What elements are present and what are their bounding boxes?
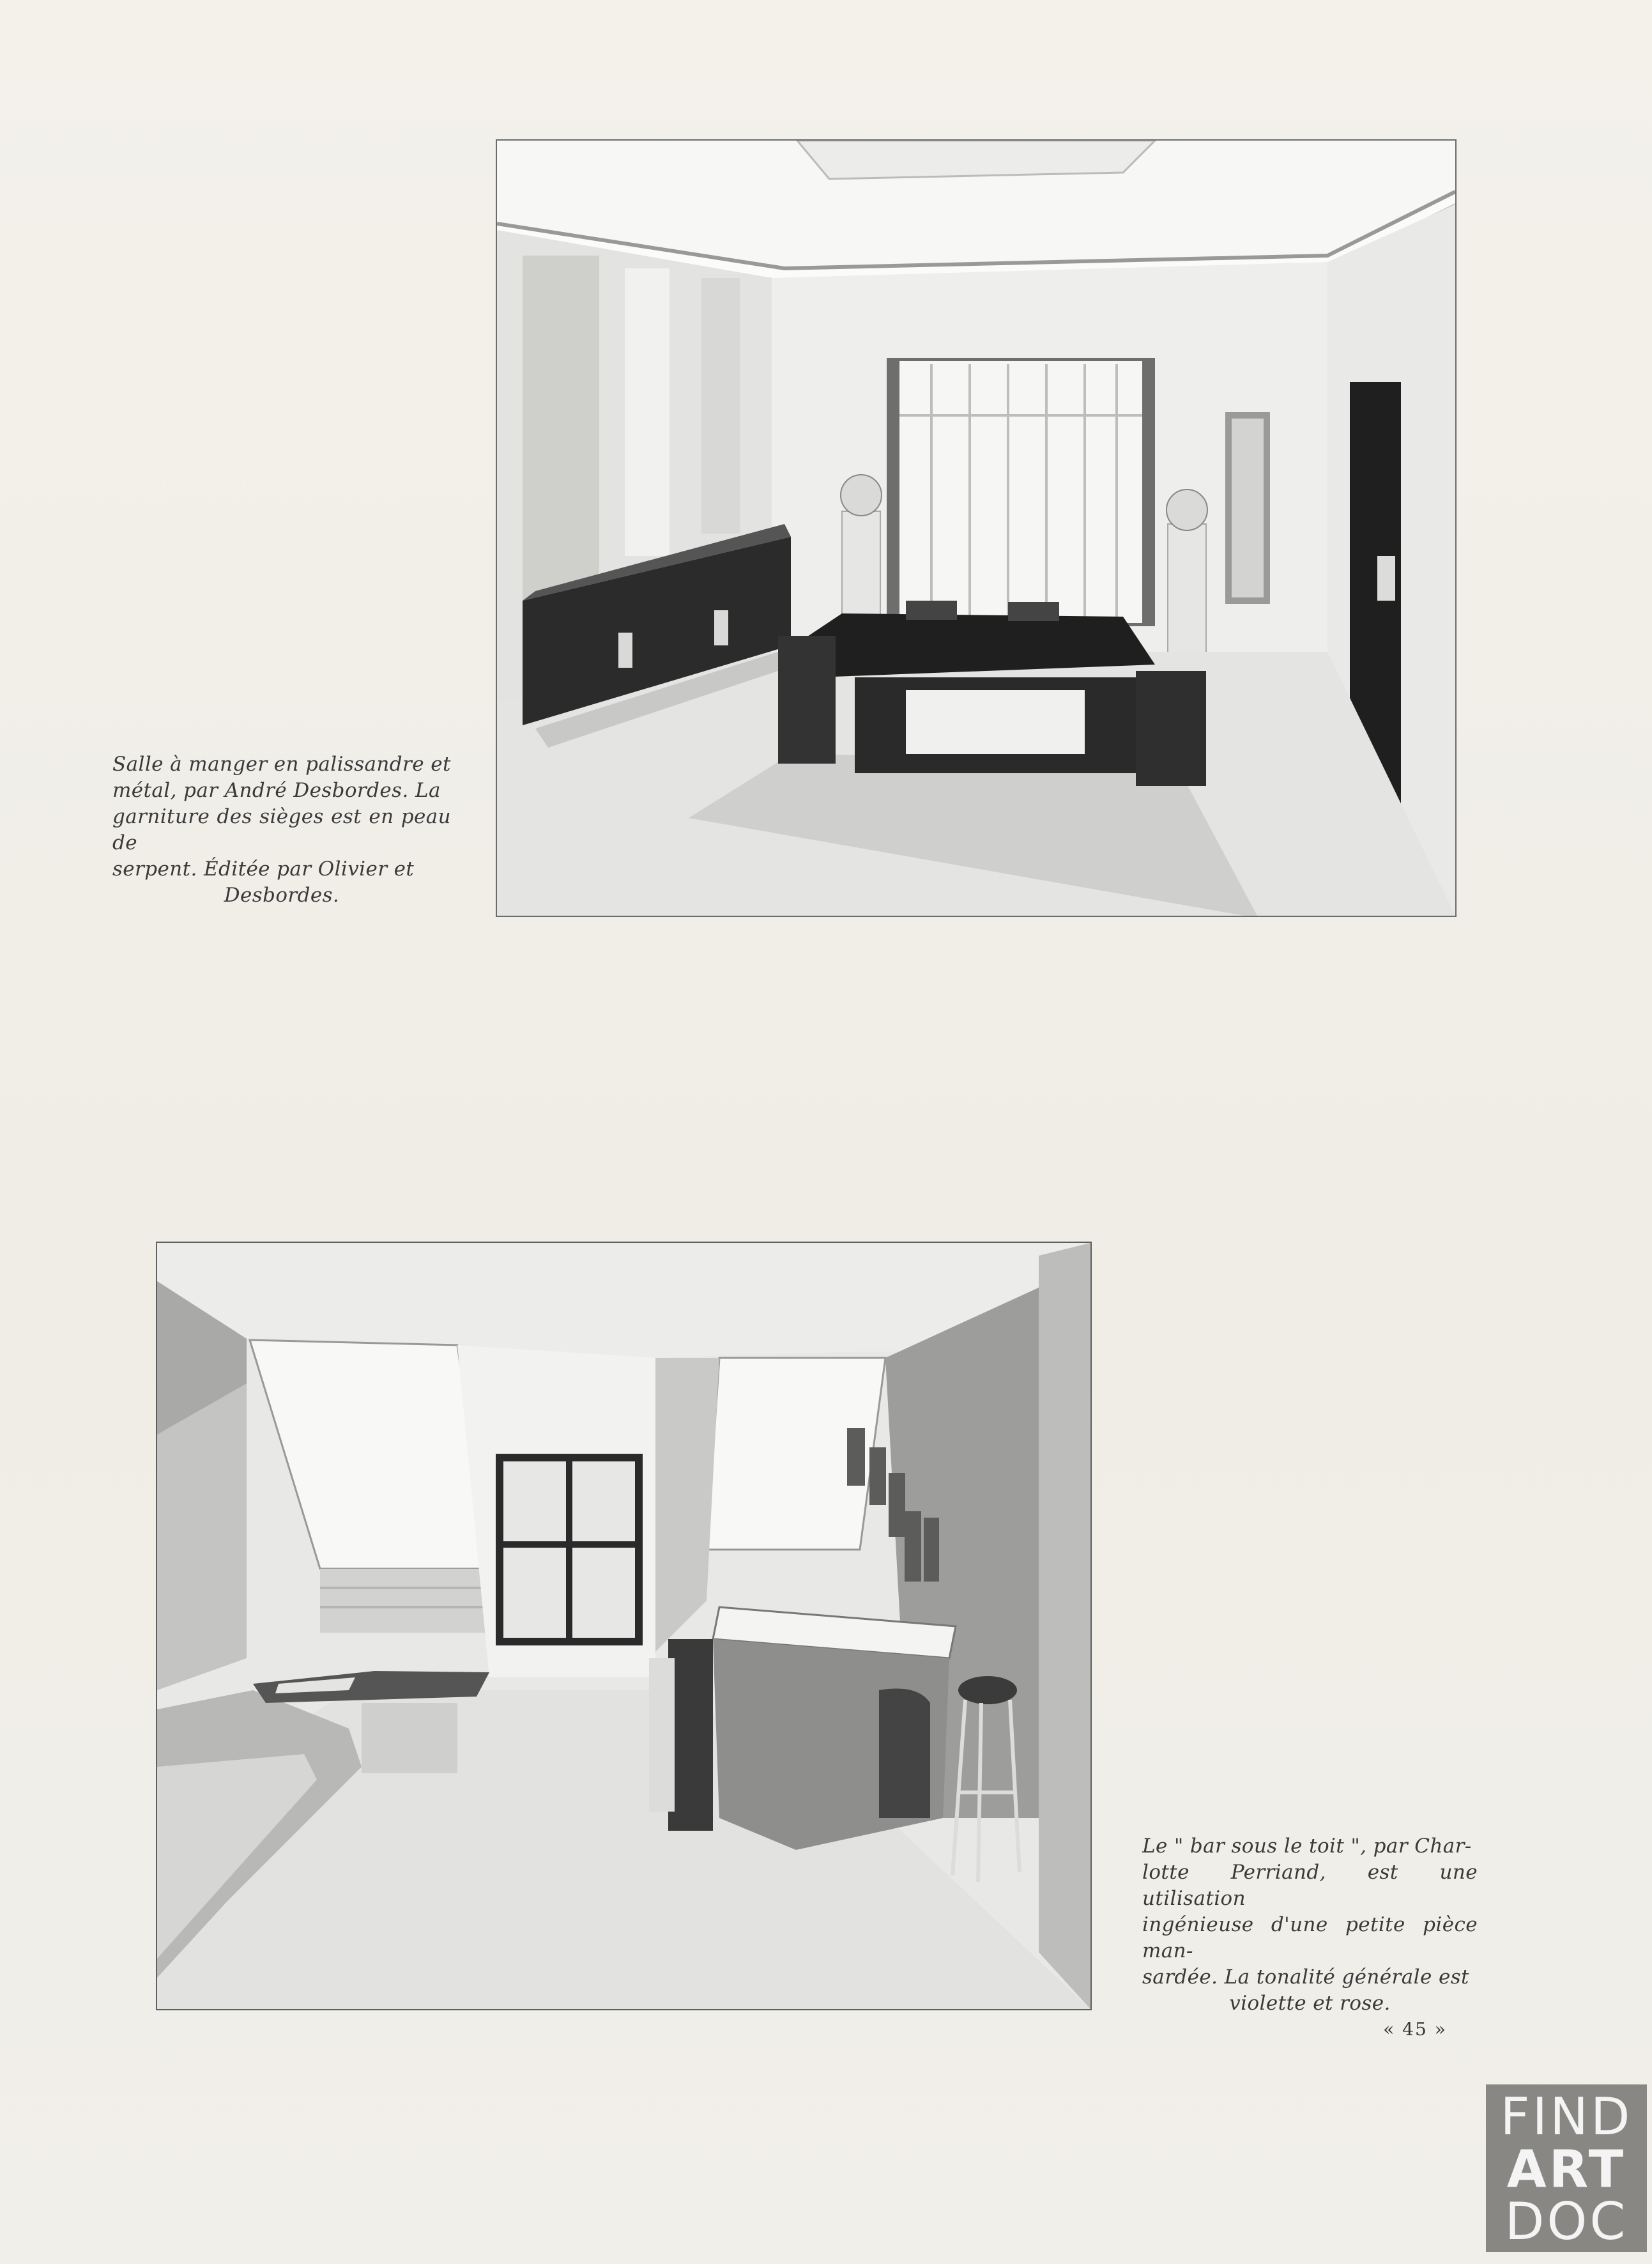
caption-line: violette et rose. (1229, 1992, 1391, 2015)
dining-room-caption (112, 751, 451, 909)
caption-line: ingénieuse d'une petite pièce man- (1142, 1913, 1478, 1962)
caption-line: lotte Perriand, est une utilisation (1142, 1861, 1478, 1910)
caption-line: Le " bar sous le toit ", par Char- (1142, 1835, 1472, 1858)
caption-line: garniture des sièges est en peau de (112, 805, 451, 854)
attic-bar-caption (1142, 1833, 1478, 2017)
caption-line: métal, par André Desbordes. La (112, 779, 441, 802)
caption-line: Desbordes. (224, 884, 340, 907)
caption-line: sardée. La tonalité générale est (1142, 1966, 1469, 1989)
attic-bar-drawing (157, 1243, 1090, 2009)
caption-line: serpent. Éditée par Olivier et (112, 858, 415, 881)
findartdoc-watermark (1486, 2084, 1647, 2252)
dining-room-illustration (496, 139, 1457, 917)
attic-bar-illustration (156, 1242, 1092, 2010)
page-number: « 45 » (1383, 2019, 1447, 2040)
watermark-line: DOC (1504, 2192, 1628, 2251)
watermark-line: FIND (1500, 2087, 1633, 2146)
watermark-line: ART (1506, 2139, 1626, 2199)
dining-room-drawing (497, 141, 1455, 916)
caption-line: Salle à manger en palissandre et (112, 753, 451, 776)
